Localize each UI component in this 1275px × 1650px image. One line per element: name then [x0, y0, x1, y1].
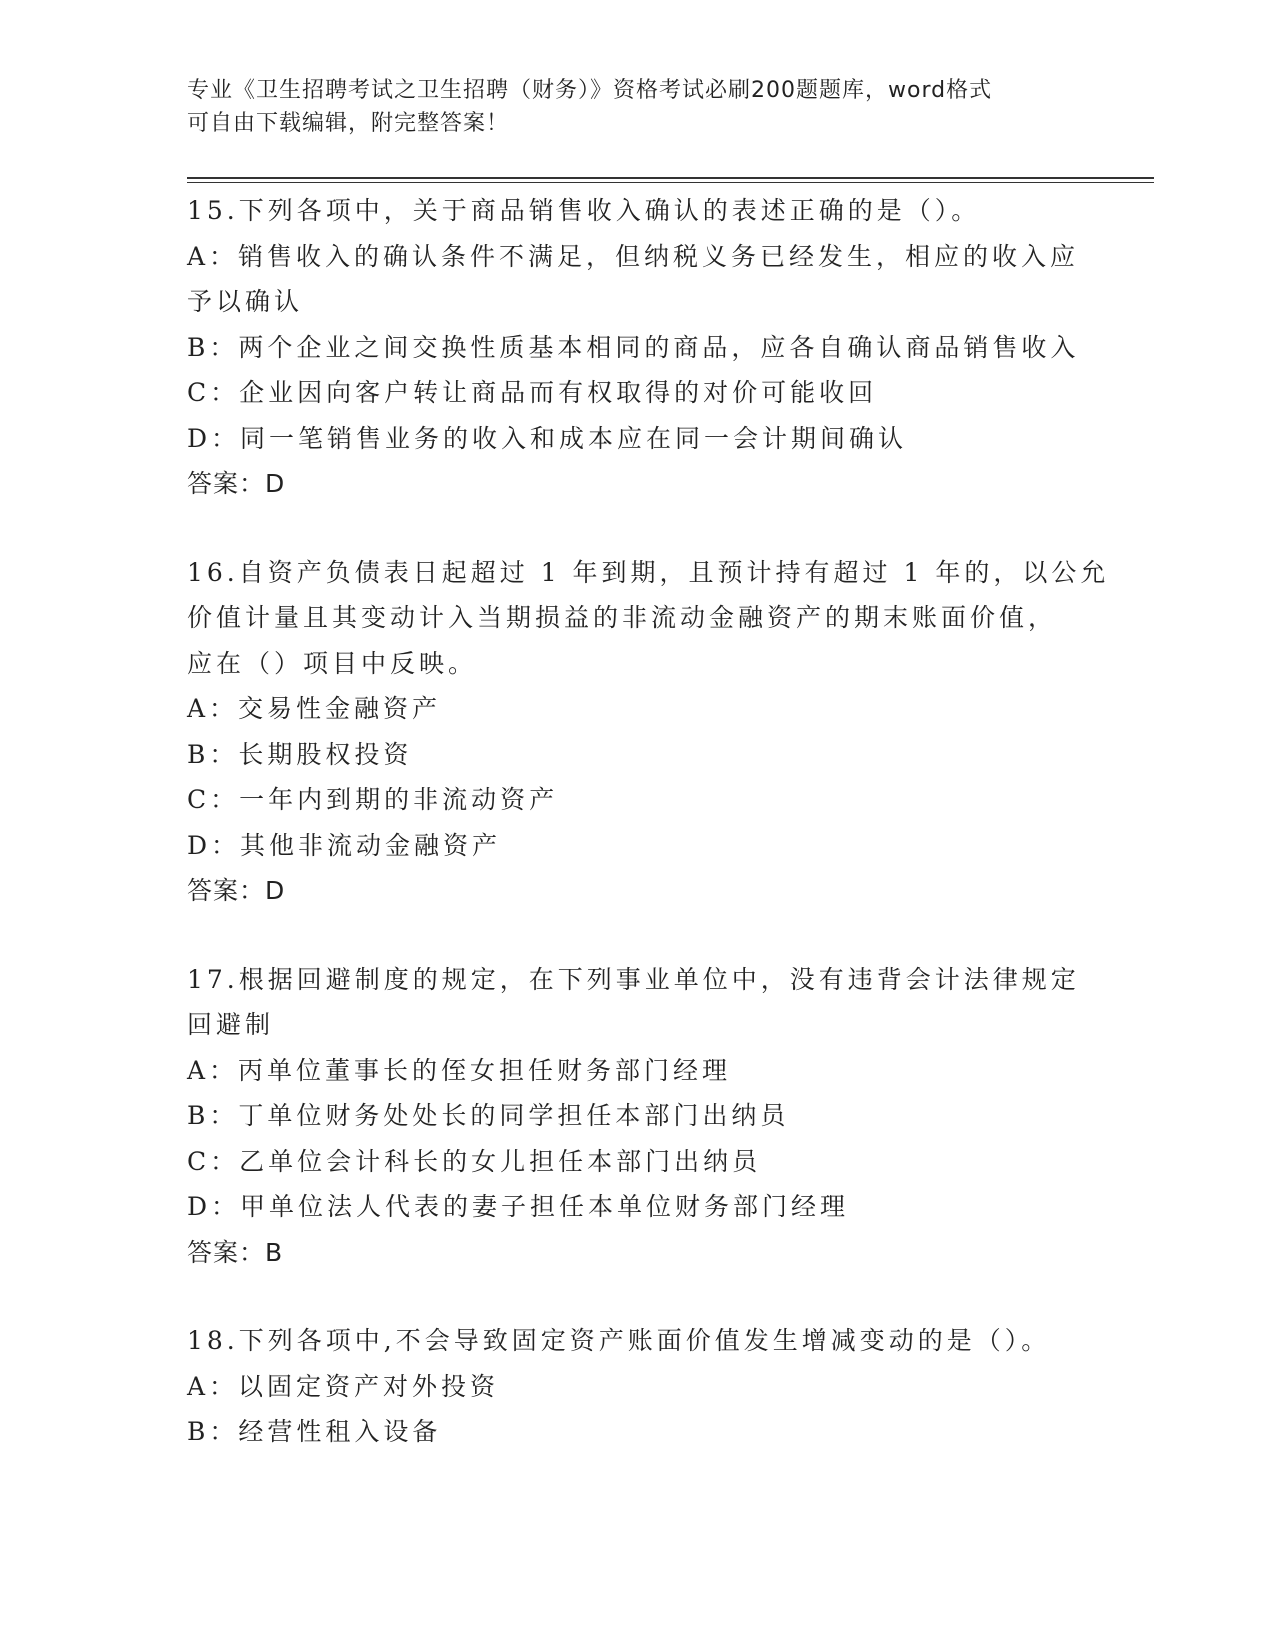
question-list	[187, 188, 1110, 1498]
question-stem: 17.根据回避制度的规定，在下列事业单位中，没有违背会计法律规定	[187, 964, 1080, 994]
option-d: D：其他非流动金融资产	[187, 830, 502, 860]
option-b: B：丁单位财务处处长的同学担任本部门出纳员	[187, 1101, 790, 1130]
option-a: A：以固定资产对外投资	[187, 1371, 500, 1401]
header-line: 可自由下载编辑，附完整答案！	[187, 111, 510, 136]
answer: 答案：D	[187, 876, 286, 905]
option-a-continued: 予以确认	[187, 287, 304, 316]
option-c: C：乙单位会计科长的女儿担任本部门出纳员	[187, 1146, 762, 1176]
question-stem: 16.自资产负债表日起超过 1 年到期，且预计持有超过 1 年的，以公允	[187, 557, 1110, 587]
question-stem: 应在（）项目中反映。	[187, 648, 478, 678]
question-16	[187, 550, 1110, 914]
answer: 答案：D	[187, 469, 286, 498]
question-stem: 价值计量且其变动计入当期损益的非流动金融资产的期末账面价值，	[187, 603, 1058, 632]
option-a: A：丙单位董事长的侄女担任财务部门经理	[187, 1055, 732, 1085]
header-line: 专业《卫生招聘考试之卫生招聘（财务）》资格考试必刷200题题库，word格式	[187, 78, 993, 103]
header-divider-thick	[187, 177, 1154, 179]
option-b: B：长期股权投资	[187, 739, 413, 769]
document-header	[187, 74, 1067, 140]
answer: 答案：B	[187, 1237, 284, 1267]
question-15	[187, 188, 1087, 507]
option-c: C：企业因向客户转让商品而有权取得的对价可能收回	[187, 378, 878, 407]
question-stem: 18.下列各项中,不会导致固定资产账面价值发生增减变动的是（）。	[187, 1326, 1051, 1355]
question-stem: 回避制	[187, 1010, 275, 1039]
option-a: A：交易性金融资产	[187, 694, 442, 723]
option-b: B：两个企业之间交换性质基本相同的商品，应各自确认商品销售收入	[187, 332, 1080, 362]
option-c: C：一年内到期的非流动资产	[187, 785, 559, 814]
header-divider-thin	[187, 182, 1154, 183]
question-17	[187, 957, 1087, 1276]
option-b: B：经营性租入设备	[187, 1417, 442, 1446]
option-d: D：同一笔销售业务的收入和成本应在同一会计期间确认	[187, 423, 908, 453]
question-stem: 15.下列各项中，关于商品销售收入确认的表述正确的是（）。	[187, 196, 981, 225]
option-d: D：甲单位法人代表的妻子担任本单位财务部门经理	[187, 1192, 850, 1221]
question-18	[187, 1318, 1087, 1455]
option-a: A：销售收入的确认条件不满足，但纳税义务已经发生，相应的收入应	[187, 241, 1080, 271]
